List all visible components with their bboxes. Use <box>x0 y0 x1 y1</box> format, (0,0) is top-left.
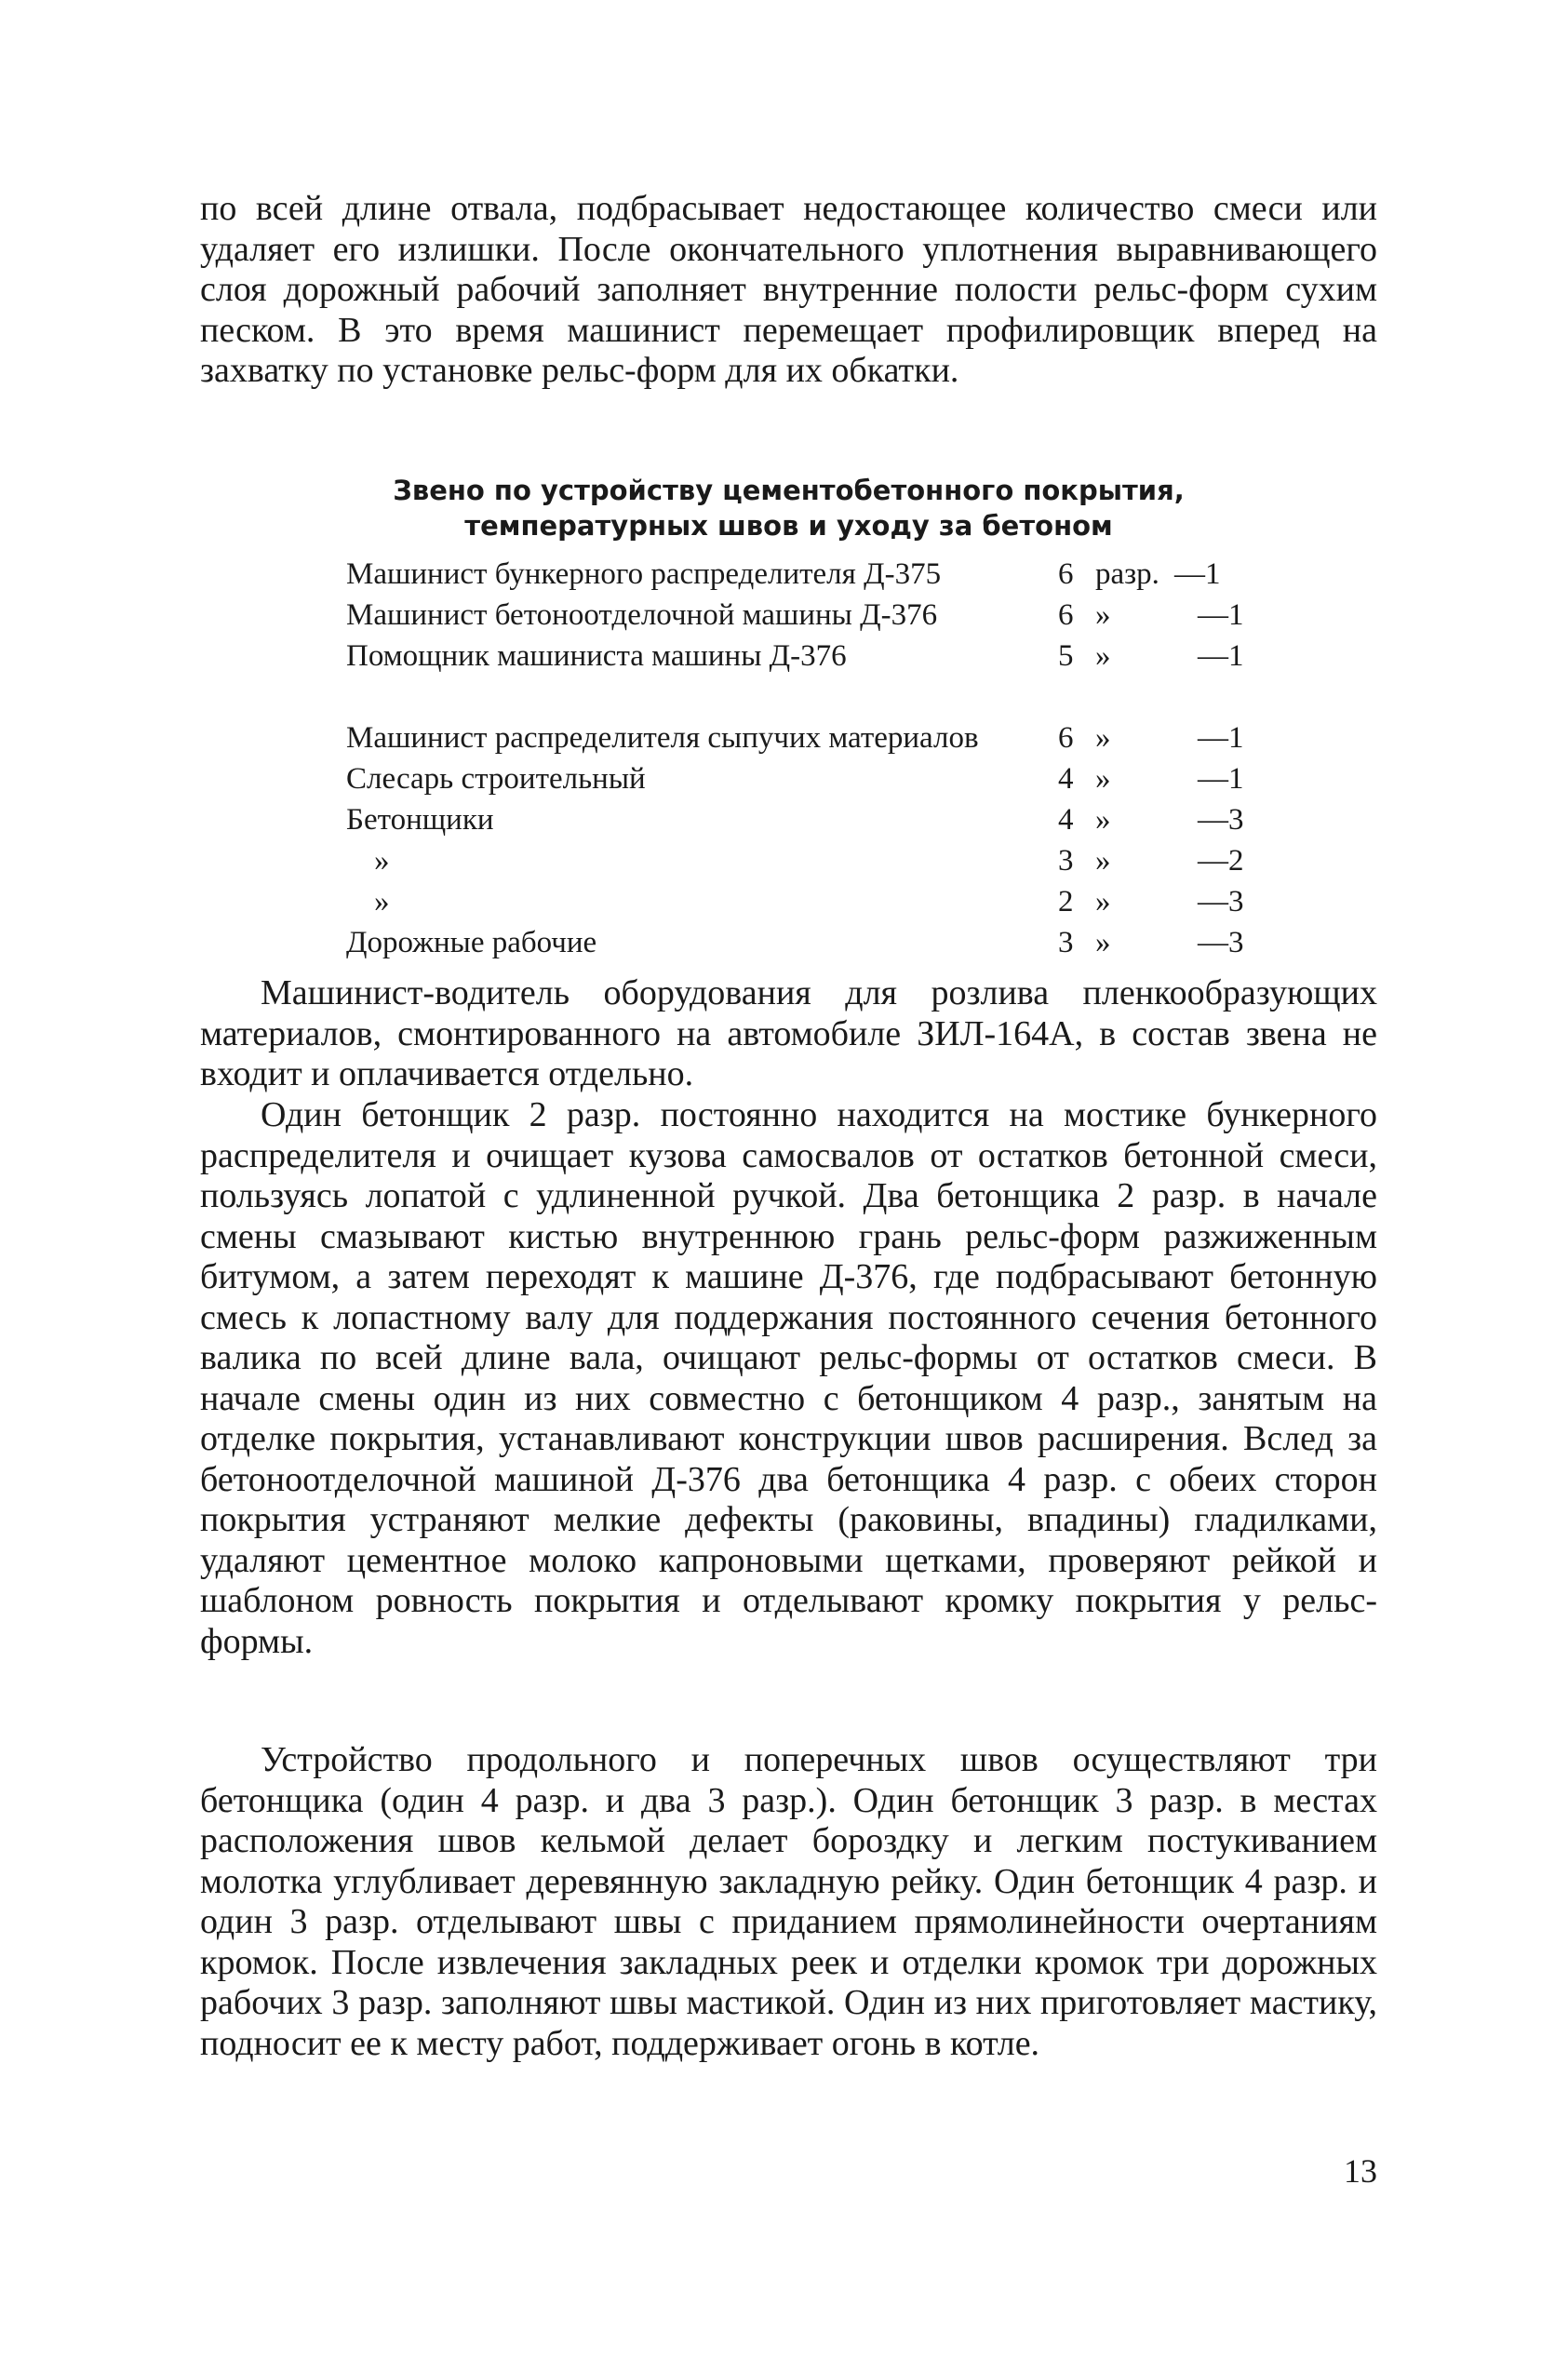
crew-count: —1 <box>1198 598 1244 632</box>
crew-grade: 5 <box>1058 639 1074 673</box>
paragraph-3: Один бетонщик 2 разр. постоянно находится на мостике бункерного распределителя и очищает кузова самосвалов от остатков бетонной смеси, пользуясь лопатой с удлиненной ручкой. Два бетонщика 2 разр. в начале смены смазывают кистью внутреннюю грань рельс-форм разжиженным битумом, а затем переходят к машине Д-376, где подбрасывают бетонную смесь к лопастному валу для поддержания постоянного сечения бетонного валика по всей длине вала, очищают рельс-формы от остатков смеси. В начале смены один из них совместно с бетонщиком 4 разр., занятым на отделке покрытия, устанавливают конструкции швов расширения. Вслед за бетоноотделочной машиной Д-376 два бетонщика 4 разр. с обеих сторон покрытия устраняют мелкие дефекты (раковины, впадины) гладилками, удаляют цементное молоко капроновыми щетками, проверяют рейкой и шаблоном ровность покрытия и отделывают кромку покрытия у рельс-формы. <box>200 1095 1377 1661</box>
crew-table <box>346 554 1249 963</box>
crew-unit: » <box>1095 926 1111 959</box>
crew-count: —1 <box>1198 762 1244 796</box>
crew-table-heading-line-2: температурных швов и уходу за бетоном <box>464 510 1113 542</box>
crew-grade: 3 <box>1058 844 1074 878</box>
crew-count: —1 <box>1174 557 1221 591</box>
page-number: 13 <box>1344 2152 1377 2190</box>
crew-unit: » <box>1095 885 1111 918</box>
crew-grade: 4 <box>1058 762 1074 796</box>
paragraph-4: Устройство продольного и поперечных швов осуществляют три бетонщика (один 4 разр. и два 3 разр.). Один бетонщик 3 разр. в местах расположения швов кельмой делает бороздку и легким постукиванием молотка углубливает деревянную закладную рейку. Один бетонщик 4 разр. и один 3 разр. отделывают швы с приданием прямолинейности очертаниям кромок. После извлечения закладных реек и отделки кромок три дорожных рабочих 3 разр. заполняют швы мастикой. Один из них приготовляет мастику, подносит ее к месту работ, поддерживает огонь в котле. <box>200 1740 1377 2063</box>
crew-row <box>346 799 1249 840</box>
crew-grade: 6 <box>1058 721 1074 755</box>
crew-row <box>346 636 1249 677</box>
crew-grade: 4 <box>1058 803 1074 837</box>
crew-role: » <box>374 885 390 918</box>
paragraph-1: по всей длине отвала, подбрасывает недостающее количество смеси или удаляет его излишки. После окончательного уплотнения выравнивающего слоя дорожный рабочий заполняет внутренние полости рельс-форм сухим песком. В это время машинист перемещает профилировщик вперед на захватку по установке рельс-форм для их обкатки. <box>200 189 1377 390</box>
crew-unit: разр. <box>1095 557 1159 591</box>
crew-unit: » <box>1095 844 1111 878</box>
crew-row <box>346 554 1249 595</box>
crew-role: Дорожные рабочие <box>346 926 597 959</box>
crew-count: —3 <box>1198 926 1244 959</box>
crew-role: Бетонщики <box>346 803 494 837</box>
crew-row <box>346 840 1249 881</box>
crew-row <box>346 922 1249 963</box>
crew-grade: 2 <box>1058 885 1074 918</box>
crew-unit: » <box>1095 639 1111 673</box>
paragraph-2: Машинист-водитель оборудования для розлива пленкообразующих материалов, смонтированного на автомобиле ЗИЛ-164А, в состав звена не входит и оплачивается отдельно. <box>200 973 1377 1093</box>
crew-count: —1 <box>1198 721 1244 755</box>
crew-count: —1 <box>1198 639 1244 673</box>
crew-row <box>346 677 1249 758</box>
crew-grade: 6 <box>1058 557 1074 591</box>
crew-count: —3 <box>1198 803 1244 837</box>
crew-count: —3 <box>1198 885 1244 918</box>
crew-role: Машинист бетоноотделочной машины Д-376 <box>346 598 938 632</box>
crew-unit: » <box>1095 598 1111 632</box>
crew-unit: » <box>1095 721 1111 755</box>
crew-role: Машинист распределителя сыпучих материалов <box>346 721 979 755</box>
crew-table-heading-line-1: Звено по устройству цементобетонного покрытия, <box>393 475 1185 506</box>
crew-role: Машинист бункерного распределителя Д-375 <box>346 557 942 591</box>
crew-grade: 3 <box>1058 926 1074 959</box>
crew-table-heading <box>200 473 1377 543</box>
crew-row <box>346 758 1249 799</box>
crew-unit: » <box>1095 803 1111 837</box>
crew-role: Помощник машиниста машины Д-376 <box>346 639 847 673</box>
crew-row <box>346 595 1249 636</box>
crew-unit: » <box>1095 762 1111 796</box>
crew-row <box>346 881 1249 922</box>
crew-role: » <box>374 844 390 878</box>
crew-role: Слесарь строительный <box>346 762 646 796</box>
crew-grade: 6 <box>1058 598 1074 632</box>
crew-count: —2 <box>1198 844 1244 878</box>
